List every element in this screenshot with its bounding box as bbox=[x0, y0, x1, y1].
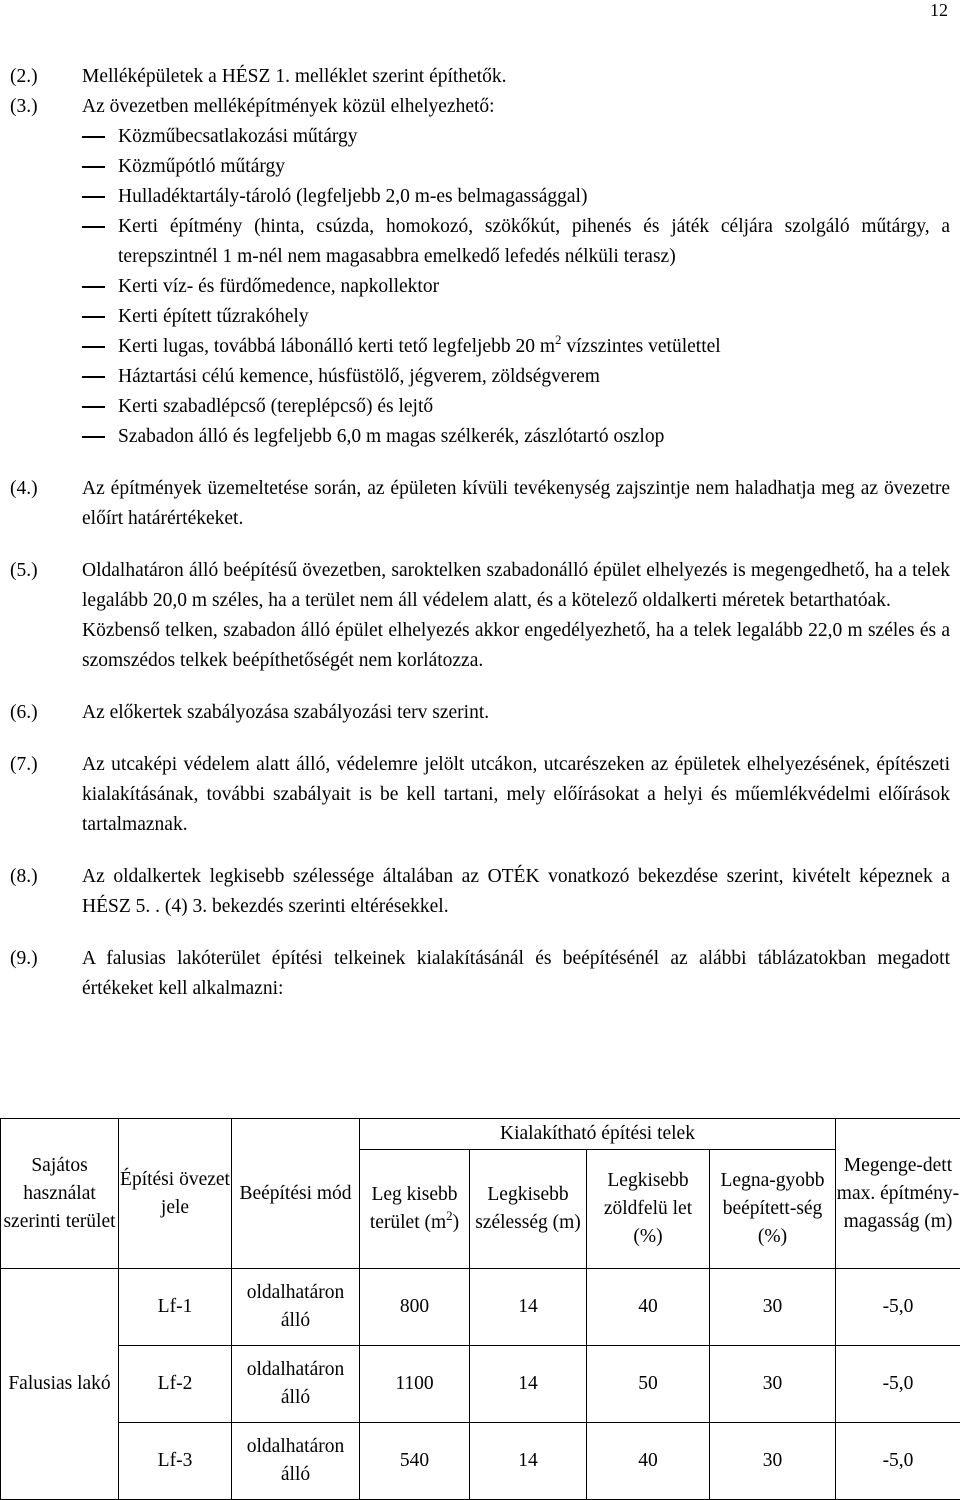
paragraph-number: (2.) bbox=[10, 62, 82, 92]
paragraph-text: Az oldalkertek legkisebb szélessége általában az OTÉK vonatkozó bekezdése szerint, kivételt képeznek a HÉSZ 5. . (4) 3. bekezdés szerinti eltérésekkel. bbox=[82, 862, 950, 922]
paragraph-7 bbox=[10, 750, 950, 840]
paragraph-text: Az utcaképi védelem alatt álló, védelemre jelölt utcákon, utcarészeken az épületek elhelyezésének, építészeti kialakításának, további szabályait is be kell tartani, mely előírásokat a helyi és műemlékvédelmi előírások tartalmaznak. bbox=[82, 750, 950, 840]
cell-height: -5,0 bbox=[836, 1423, 960, 1500]
cell-width: 14 bbox=[470, 1269, 587, 1346]
cell-area: 1100 bbox=[360, 1346, 470, 1423]
header-min-area bbox=[360, 1150, 470, 1269]
cell-zone: Lf-2 bbox=[119, 1346, 232, 1423]
superscript: 2 bbox=[555, 332, 562, 347]
header-max-built: Legna-gyobb beépített-ség (%) bbox=[710, 1150, 836, 1269]
paragraph-5 bbox=[10, 556, 950, 676]
list-item: Kerti szabadlépcső (tereplépcső) és lejtő bbox=[82, 392, 950, 422]
paragraph-number: (5.) bbox=[10, 556, 82, 676]
cell-zone: Lf-3 bbox=[119, 1423, 232, 1500]
table-row bbox=[1, 1346, 960, 1423]
zoning-table bbox=[0, 1118, 960, 1500]
paragraph-text: Az előkertek szabályozása szabályozási terv szerint. bbox=[82, 698, 950, 728]
cell-zone: Lf-1 bbox=[119, 1269, 232, 1346]
cell-height: -5,0 bbox=[836, 1269, 960, 1346]
table-row bbox=[1, 1423, 960, 1500]
list-item-lugas bbox=[82, 332, 950, 362]
paragraph-text: Az építmények üzemeltetése során, az épületen kívüli tevékenység zajszintje nem haladhatja meg az övezetre előírt határértékeket. bbox=[82, 474, 950, 534]
cell-green: 40 bbox=[587, 1423, 710, 1500]
cell-green: 50 bbox=[587, 1346, 710, 1423]
paragraph-intro: Az övezetben melléképítmények közül elhelyezhető: bbox=[82, 92, 950, 122]
superscript: 2 bbox=[446, 1208, 453, 1223]
list-item: Szabadon álló és legfeljebb 6,0 m magas szélkerék, zászlótartó oszlop bbox=[82, 422, 950, 452]
cell-built: 30 bbox=[710, 1423, 836, 1500]
bullet-list bbox=[82, 122, 950, 452]
paragraph-6 bbox=[10, 698, 950, 728]
cell-mode: oldalhatáron álló bbox=[232, 1423, 360, 1500]
header-build-mode: Beépítési mód bbox=[232, 1119, 360, 1269]
paragraph-3 bbox=[10, 92, 950, 452]
cell-area: 800 bbox=[360, 1269, 470, 1346]
paragraph-number: (3.) bbox=[10, 92, 82, 452]
header-min-green: Legkisebb zöldfelü let (%) bbox=[587, 1150, 710, 1269]
paragraph-sentence: Oldalhatáron álló beépítésű övezetben, saroktelken szabadonálló épület elhelyezés is megengedhető, ha a telek legalább 20,0 m széles, ha a terület nem áll védelem alatt, és a kötelező oldalkerti méretek betarthatóak. bbox=[82, 556, 950, 616]
cell-green: 40 bbox=[587, 1269, 710, 1346]
paragraph-4 bbox=[10, 474, 950, 534]
paragraph-9 bbox=[10, 944, 950, 1004]
list-item-text: vízszintes vetülettel bbox=[562, 336, 721, 357]
paragraph-text: Melléképületek a HÉSZ 1. melléklet szerint építhetők. bbox=[82, 62, 950, 92]
paragraph-sentence: Közbenső telken, szabadon álló épület elhelyezés akkor engedélyezhető, ha a telek legalább 22,0 m széles és a szomszédos telkek beépíthetőségét nem korlátozza. bbox=[82, 616, 950, 676]
paragraph-number: (7.) bbox=[10, 750, 82, 840]
header-zone-code: Építési övezet jele bbox=[119, 1119, 232, 1269]
list-item: Kerti épített tűzrakóhely bbox=[82, 302, 950, 332]
header-plot-group: Kialakítható építési telek bbox=[360, 1119, 836, 1150]
paragraph-text bbox=[82, 92, 950, 452]
list-item: Kerti építmény (hinta, csúzda, homokozó, szökőkút, pihenés és játék céljára szolgáló műtárgy, a terepszintnél 1 m-nél nem magasabbra emelkedő lefedés nélküli terasz) bbox=[82, 212, 950, 272]
page-number: 12 bbox=[930, 0, 948, 22]
paragraph-number: (4.) bbox=[10, 474, 82, 534]
cell-width: 14 bbox=[470, 1346, 587, 1423]
list-item-text: Kerti lugas, továbbá lábonálló kerti tető legfeljebb 20 m bbox=[118, 336, 555, 357]
cell-area: 540 bbox=[360, 1423, 470, 1500]
header-area-use: Sajátos használat szerinti terület bbox=[1, 1119, 119, 1269]
cell-area-use: Falusias lakó bbox=[1, 1269, 119, 1500]
cell-built: 30 bbox=[710, 1269, 836, 1346]
paragraph-number: (9.) bbox=[10, 944, 82, 1004]
header-min-width: Legkisebb szélesség (m) bbox=[470, 1150, 587, 1269]
cell-built: 30 bbox=[710, 1346, 836, 1423]
document-body bbox=[10, 62, 950, 1004]
list-item: Közműbecsatlakozási műtárgy bbox=[82, 122, 950, 152]
table-row bbox=[1, 1269, 960, 1346]
list-item: Hulladéktartály-tároló (legfeljebb 2,0 m-es belmagassággal) bbox=[82, 182, 950, 212]
cell-height: -5,0 bbox=[836, 1346, 960, 1423]
cell-mode: oldalhatáron álló bbox=[232, 1269, 360, 1346]
paragraph-number: (6.) bbox=[10, 698, 82, 728]
header-text: ) bbox=[453, 1212, 460, 1233]
paragraph-text bbox=[82, 556, 950, 676]
paragraph-number: (8.) bbox=[10, 862, 82, 922]
paragraph-2 bbox=[10, 62, 950, 92]
header-text: Leg kisebb terület (m bbox=[370, 1184, 458, 1233]
paragraph-8 bbox=[10, 862, 950, 922]
list-item: Háztartási célú kemence, húsfüstölő, jégverem, zöldségverem bbox=[82, 362, 950, 392]
cell-width: 14 bbox=[470, 1423, 587, 1500]
cell-mode: oldalhatáron álló bbox=[232, 1346, 360, 1423]
list-item: Kerti víz- és fürdőmedence, napkollektor bbox=[82, 272, 950, 302]
header-max-height: Megenge-dett max. építmény-magasság (m) bbox=[836, 1119, 960, 1269]
paragraph-text: A falusias lakóterület építési telkeinek kialakításánál és beépítésénél az alábbi táblázatokban megadott értékeket kell alkalmazni: bbox=[82, 944, 950, 1004]
list-item: Közműpótló műtárgy bbox=[82, 152, 950, 182]
